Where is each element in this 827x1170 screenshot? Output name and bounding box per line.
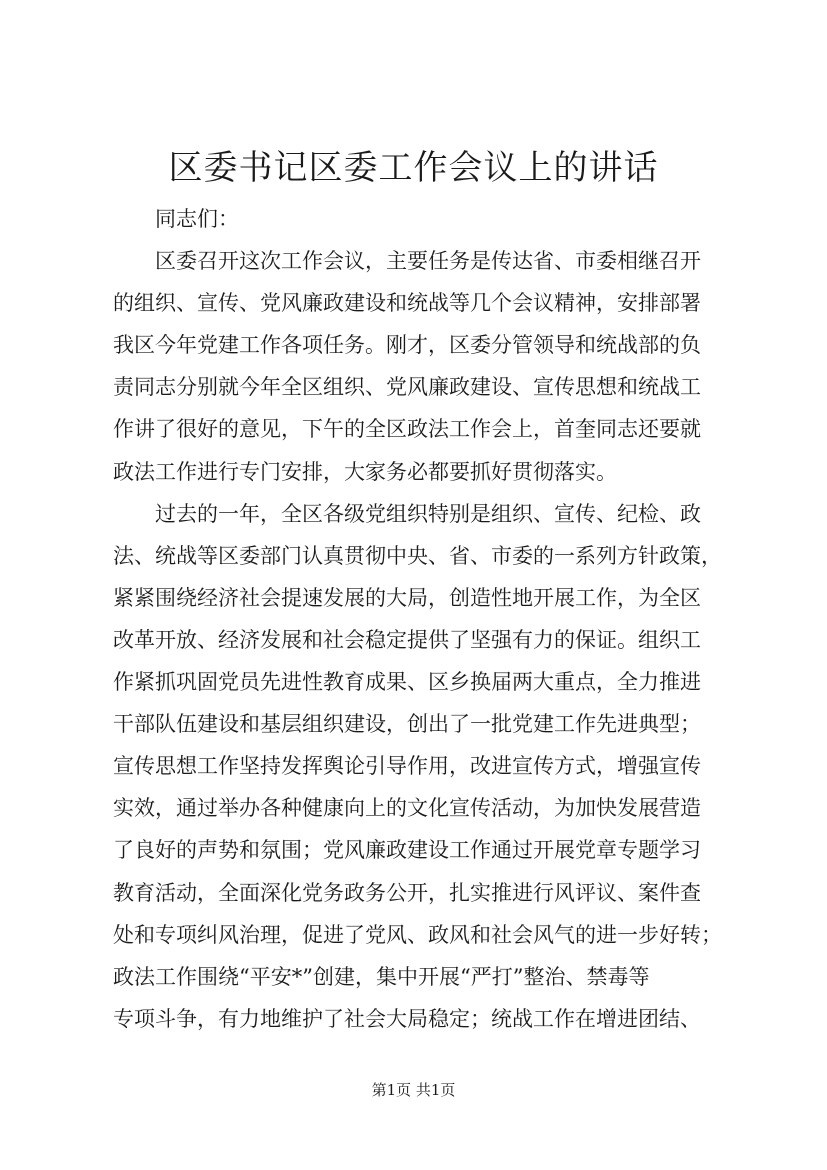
body-line: 紧紧围绕经济社会提速发展的大局，创造性地开展工作，为全区 [113, 585, 701, 610]
body-line: 作讲了很好的意见，下午的全区政法工作会上，首奎同志还要就 [113, 417, 701, 442]
body-line: 过去的一年，全区各级党组织特别是组织、宣传、纪检、政 [113, 501, 701, 526]
document-body [113, 198, 725, 1040]
body-line: 干部队伍建设和基层组织建设，创出了一批党建工作先进典型； [113, 712, 701, 737]
body-line: 实效，通过举办各种健康向上的文化宣传活动，为加快发展营造 [113, 796, 701, 821]
body-line: 政法工作围绕“平安*”创建，集中开展“严打”整治、禁毒等 [113, 964, 650, 989]
body-line: 区委召开这次工作会议，主要任务是传达省、市委相继召开 [113, 249, 701, 274]
body-line: 改革开放、经济发展和社会稳定提供了坚强有力的保证。组织工 [113, 627, 701, 652]
body-line: 法、统战等区委部门认真贯彻中央、省、市委的一系列方针政策， [113, 543, 722, 568]
body-line: 了良好的声势和氛围；党风廉政建设工作通过开展党章专题学习 [113, 838, 701, 863]
page-footer: 第1页 共1页 [371, 1081, 456, 1099]
body-line: 政法工作进行专门安排，大家务必都要抓好贯彻落实。 [113, 459, 617, 484]
body-line: 我区今年党建工作各项任务。刚才，区委分管领导和统战部的负 [113, 333, 701, 358]
body-line: 的组织、宣传、党风廉政建设和统战等几个会议精神，安排部署 [113, 291, 701, 316]
body-line: 同志们： [113, 207, 239, 231]
body-line: 教育活动，全面深化党务政务公开，扎实推进行风评议、案件查 [113, 880, 701, 905]
body-line: 处和专项纠风治理，促进了党风、政风和社会风气的进一步好转； [113, 922, 722, 947]
body-line: 专项斗争，有力地维护了社会大局稳定；统战工作在增进团结、 [113, 1006, 701, 1031]
document-title: 区委书记区委工作会议上的讲话 [168, 148, 659, 188]
body-line: 作紧抓巩固党员先进性教育成果、区乡换届两大重点，全力推进 [113, 670, 701, 695]
body-line: 责同志分别就今年全区组织、党风廉政建设、宣传思想和统战工 [113, 375, 701, 400]
body-line: 宣传思想工作坚持发挥舆论引导作用，改进宣传方式，增强宣传 [113, 754, 701, 779]
